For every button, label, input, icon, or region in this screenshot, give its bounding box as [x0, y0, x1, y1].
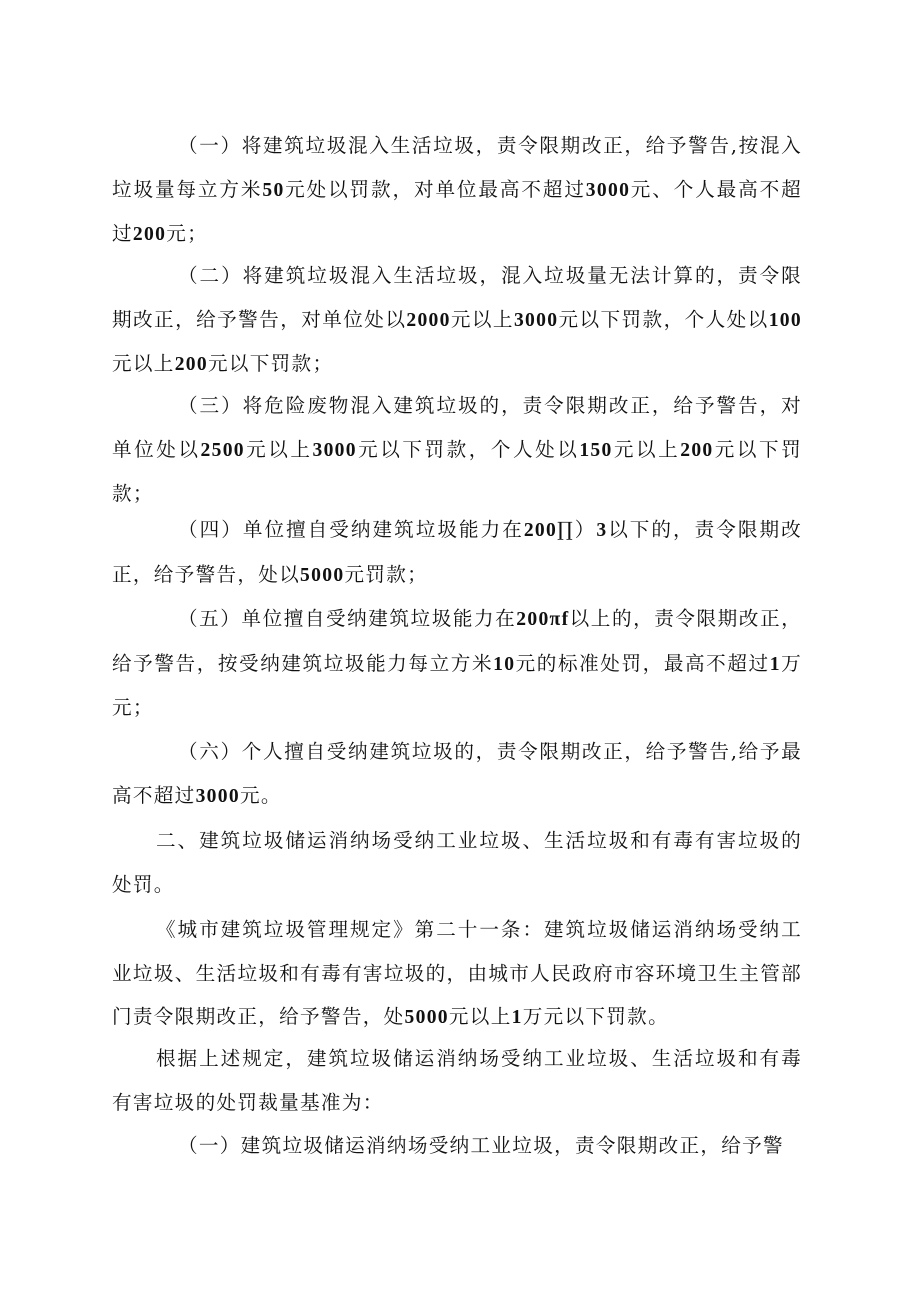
paragraph-item-2: （二）将建筑垃圾混入生活垃圾，混入垃圾量无法计算的，责令限期改正，给予警告，对单位处以2000元以上3000元以下罚款，个人处以100元以上200元以下罚款；	[112, 264, 802, 375]
regulation-citation: 《城市建筑垃圾管理规定》第二十一条：建筑垃圾储运消纳场受纳工业垃圾、生活垃圾和有毒有害垃圾的，由城市人民政府市容环境卫生主管部门责令限期改正，给予警告，处5000元以上1万元以下罚款。	[112, 918, 802, 1028]
paragraph-item-1: （一）将建筑垃圾混入生活垃圾，责令限期改正，给予警告,按混入垃圾量每立方米50元处以罚款，对单位最高不超过3000元、个人最高不超过200元；	[112, 134, 802, 245]
paragraph-item-6: （六）个人擅自受纳建筑垃圾的，责令限期改正，给予警告,给予最高不超过3000元。	[112, 740, 802, 807]
paragraph-item-7: （一）建筑垃圾储运消纳场受纳工业垃圾，责令限期改正，给予警	[178, 1134, 784, 1157]
paragraph-item-3: （三）将危险废物混入建筑垃圾的，责令限期改正，给予警告，对单位处以2500元以上3000元以下罚款，个人处以150元以上200元以下罚款；	[112, 394, 803, 505]
paragraph-item-4: （四）单位擅自受纳建筑垃圾能力在200∏）3以下的，责令限期改正，给予警告，处以5000元罚款；	[112, 518, 802, 586]
discretion-standard-intro: 根据上述规定，建筑垃圾储运消纳场受纳工业垃圾、生活垃圾和有毒有害垃圾的处罚裁量基准为：	[112, 1047, 802, 1114]
section-heading-2: 二、建筑垃圾储运消纳场受纳工业垃圾、生活垃圾和有毒有害垃圾的处罚。	[112, 829, 802, 896]
paragraph-item-5: （五）单位擅自受纳建筑垃圾能力在200πf以上的，责令限期改正，给予警告，按受纳建筑垃圾能力每立方米10元的标准处罚，最高不超过1万元；	[112, 607, 802, 719]
